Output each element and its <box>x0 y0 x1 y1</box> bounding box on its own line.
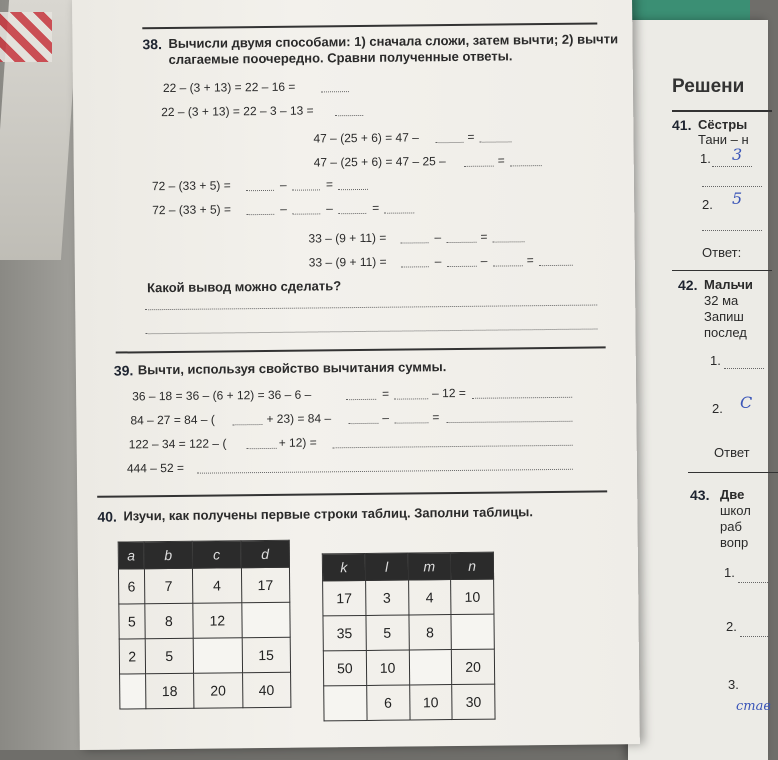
ex41-text-1: Сёстры <box>698 117 748 132</box>
table-cell: 3 <box>365 580 408 615</box>
table-cell: 8 <box>408 615 451 650</box>
ex42-item-2: 2. <box>712 401 723 416</box>
answer-blank[interactable] <box>447 242 477 243</box>
handwritten-answer: 3 <box>732 145 743 164</box>
answer-blank[interactable] <box>335 115 363 116</box>
minus-sign: – <box>382 410 390 425</box>
top-rule <box>142 23 597 30</box>
answer-blank[interactable] <box>436 142 464 143</box>
ex43-number: 43. <box>690 487 710 503</box>
header-cell: k <box>322 553 365 580</box>
ex39-title: Вычти, используя свойство вычитания суммы. <box>137 359 447 378</box>
ex39-expr-1: 36 – 18 = 36 – (6 + 12) = 36 – 6 – <box>132 387 312 404</box>
empty-cell[interactable] <box>241 602 290 638</box>
answer-blank[interactable] <box>447 266 477 267</box>
ex43-item-2: 2. <box>726 619 737 634</box>
answer-line <box>740 636 770 637</box>
handwritten-answer: 5 <box>732 189 743 208</box>
ex39-expr-3b: + 12) = <box>278 435 317 450</box>
header-cell: l <box>365 553 408 580</box>
minus-sign: – <box>434 254 442 269</box>
ex42-text-3: Запиш <box>704 309 744 324</box>
header-cell: m <box>408 553 451 580</box>
answer-line <box>724 368 764 369</box>
header-cell: a <box>118 542 144 569</box>
ex42-number: 42. <box>678 277 698 293</box>
handwritten-answer: став <box>736 699 771 714</box>
section-rule <box>97 490 607 497</box>
ex38-expr-7: 33 – (9 + 11) = <box>308 230 387 246</box>
ex43-text-3: раб <box>720 519 742 534</box>
divider <box>688 472 778 473</box>
table-header-row <box>322 552 493 581</box>
equals-sign: = <box>372 200 380 215</box>
answer-blank[interactable] <box>292 213 320 214</box>
equals-sign: = <box>432 410 440 425</box>
answer-blank[interactable] <box>480 141 512 142</box>
answer-blank[interactable] <box>446 421 572 423</box>
ex38-expr-1: 22 – (3 + 13) = 22 – 16 = <box>162 79 296 96</box>
answer-blank[interactable] <box>394 422 428 423</box>
ex38-number: 38. <box>142 36 163 53</box>
ex43-item-3: 3. <box>728 677 739 692</box>
answer-line[interactable] <box>145 329 597 335</box>
minus-sign: – <box>279 177 287 192</box>
ex42-answer-label: Ответ <box>714 445 750 460</box>
equals-sign: = <box>325 177 334 192</box>
table-cell: 10 <box>451 579 494 614</box>
minus-sign: – <box>434 230 442 245</box>
empty-cell[interactable] <box>120 674 146 709</box>
table-row <box>323 649 494 686</box>
equals-sign: = <box>382 386 390 401</box>
table-cell: 2 <box>119 639 145 674</box>
table-cell: 17 <box>241 567 290 603</box>
empty-cell[interactable] <box>193 638 242 674</box>
table-cell: 10 <box>366 650 409 685</box>
answer-blank[interactable] <box>464 166 494 167</box>
header-cell: d <box>241 540 290 568</box>
table-abcd <box>118 540 292 710</box>
empty-cell[interactable] <box>409 650 452 685</box>
ex41-item-1: 1. <box>700 151 711 166</box>
ex38-expr-3: 47 – (25 + 6) = 47 – <box>313 130 419 146</box>
answer-blank[interactable] <box>472 397 572 399</box>
answer-line <box>712 166 752 167</box>
ex40-title: Изучи, как получены первые строки таблиц. Заполни таблицы. <box>123 504 534 524</box>
answer-blank[interactable] <box>493 241 525 242</box>
equals-sign: = <box>526 253 534 268</box>
ex38-instruction-2: слагаемые поочередно. Сравни полученные ответы. <box>168 48 513 67</box>
answer-blank[interactable] <box>539 265 573 266</box>
ex43-text-1: Две <box>720 487 745 502</box>
ex39-expr-2b: + 23) = 84 – <box>266 411 332 426</box>
answer-blank[interactable] <box>197 469 573 474</box>
answer-blank[interactable] <box>338 213 366 214</box>
ex43-item-1: 1. <box>724 565 735 580</box>
table-cell: 7 <box>144 568 193 604</box>
table-cell: 5 <box>145 638 194 674</box>
right-page <box>628 20 771 760</box>
minus-sign: – <box>280 201 287 216</box>
table-cell: 4 <box>408 580 451 615</box>
divider <box>672 270 772 271</box>
table-row <box>119 602 290 639</box>
answer-line[interactable] <box>145 305 597 311</box>
header-cell: n <box>451 552 494 579</box>
ex40-number: 40. <box>97 508 117 525</box>
answer-line <box>738 582 768 583</box>
answer-blank[interactable] <box>384 212 414 213</box>
table-row <box>118 567 289 604</box>
answer-blank[interactable] <box>401 242 429 243</box>
minus-sign: – <box>480 253 488 268</box>
table-cell: 35 <box>323 615 366 650</box>
table-cell: 18 <box>145 673 194 709</box>
answer-blank[interactable] <box>246 190 274 191</box>
ex39-expr-4: 444 – 52 = <box>126 460 185 476</box>
empty-cell[interactable] <box>451 614 494 649</box>
ex41-text-2: Тани – н <box>698 132 749 147</box>
answer-blank[interactable] <box>348 423 378 424</box>
table-klmn <box>322 552 496 722</box>
table-cell: 10 <box>409 685 452 720</box>
ex43-text-2: школ <box>720 503 751 518</box>
ex38-expr-4: 47 – (25 + 6) = 47 – 25 – <box>313 154 446 170</box>
equals-sign: = <box>480 229 488 244</box>
table-cell: 15 <box>242 637 291 673</box>
ex38-expr-6: 72 – (33 + 5) = <box>152 202 232 218</box>
answer-blank[interactable] <box>247 448 277 449</box>
table-cell: 6 <box>118 569 144 604</box>
table-row <box>323 579 494 616</box>
ex43-text-4: вопр <box>720 535 749 550</box>
ex41-number: 41. <box>672 117 692 133</box>
minus-sign: – <box>326 201 333 216</box>
ex42-text-1: Мальчи <box>704 277 753 292</box>
answer-blank[interactable] <box>394 398 428 399</box>
ex38-expr-2: 22 – (3 + 13) = 22 – 3 – 13 = <box>161 103 314 120</box>
ex39-expr-2: 84 – 27 = 84 – ( <box>130 412 215 428</box>
table-cell: 6 <box>366 685 409 720</box>
table-row <box>119 637 290 674</box>
table-row <box>323 614 494 651</box>
answer-line <box>702 230 762 231</box>
table-cell: 20 <box>194 673 243 709</box>
ex41-item-2: 2. <box>702 197 713 212</box>
ex38-question: Какой вывод можно сделать? <box>146 278 342 296</box>
table-cell: 20 <box>452 649 495 684</box>
table-header-row <box>118 540 289 569</box>
left-page <box>72 0 640 750</box>
ex38-expr-8: 33 – (9 + 11) = <box>308 254 387 270</box>
table-row <box>324 684 495 721</box>
answer-blank[interactable] <box>346 399 376 400</box>
equals-sign: = <box>497 153 505 168</box>
table-row <box>120 672 291 709</box>
answer-blank[interactable] <box>338 189 368 190</box>
ex42-item-1: 1. <box>710 353 721 368</box>
answer-blank[interactable] <box>292 189 320 190</box>
equals-sign: = <box>467 129 475 144</box>
handwritten-answer: С <box>740 393 753 412</box>
ex39-number: 39. <box>113 362 134 379</box>
answer-blank[interactable] <box>232 424 262 425</box>
table-cell: 4 <box>193 568 242 604</box>
answer-blank[interactable] <box>246 214 274 215</box>
table-cell: 17 <box>323 580 366 615</box>
table-cell: 5 <box>366 615 409 650</box>
ex42-text-2: 32 ма <box>704 293 739 308</box>
ex41-answer-label: Ответ: <box>702 245 742 260</box>
answer-blank[interactable] <box>401 266 429 267</box>
answer-line <box>702 186 762 187</box>
header-cell: c <box>192 541 241 569</box>
answer-blank[interactable] <box>493 265 523 266</box>
table-cell: 30 <box>452 684 495 719</box>
minus-12: – 12 = <box>432 385 466 401</box>
table-cell: 12 <box>193 603 242 639</box>
table-cell: 5 <box>119 604 145 639</box>
table-cell: 8 <box>145 603 194 639</box>
striped-object <box>0 12 52 62</box>
answer-blank[interactable] <box>510 165 542 166</box>
ex42-text-4: послед <box>704 325 747 340</box>
header-cell: b <box>144 541 193 569</box>
ex38-expr-5: 72 – (33 + 5) = <box>151 178 231 194</box>
section-rule <box>116 346 606 353</box>
ex38-instruction-1: Вычисли двумя способами: 1) сначала сложи, затем вычти; 2) вычти <box>168 31 619 51</box>
right-heading: Решени <box>672 76 745 97</box>
answer-blank[interactable] <box>321 91 349 92</box>
table-cell: 40 <box>242 672 291 708</box>
empty-cell[interactable] <box>324 685 367 720</box>
table-cell: 50 <box>323 650 366 685</box>
divider <box>672 110 772 112</box>
answer-blank[interactable] <box>333 445 573 449</box>
ex39-expr-3: 122 – 34 = 122 – ( <box>128 436 227 452</box>
